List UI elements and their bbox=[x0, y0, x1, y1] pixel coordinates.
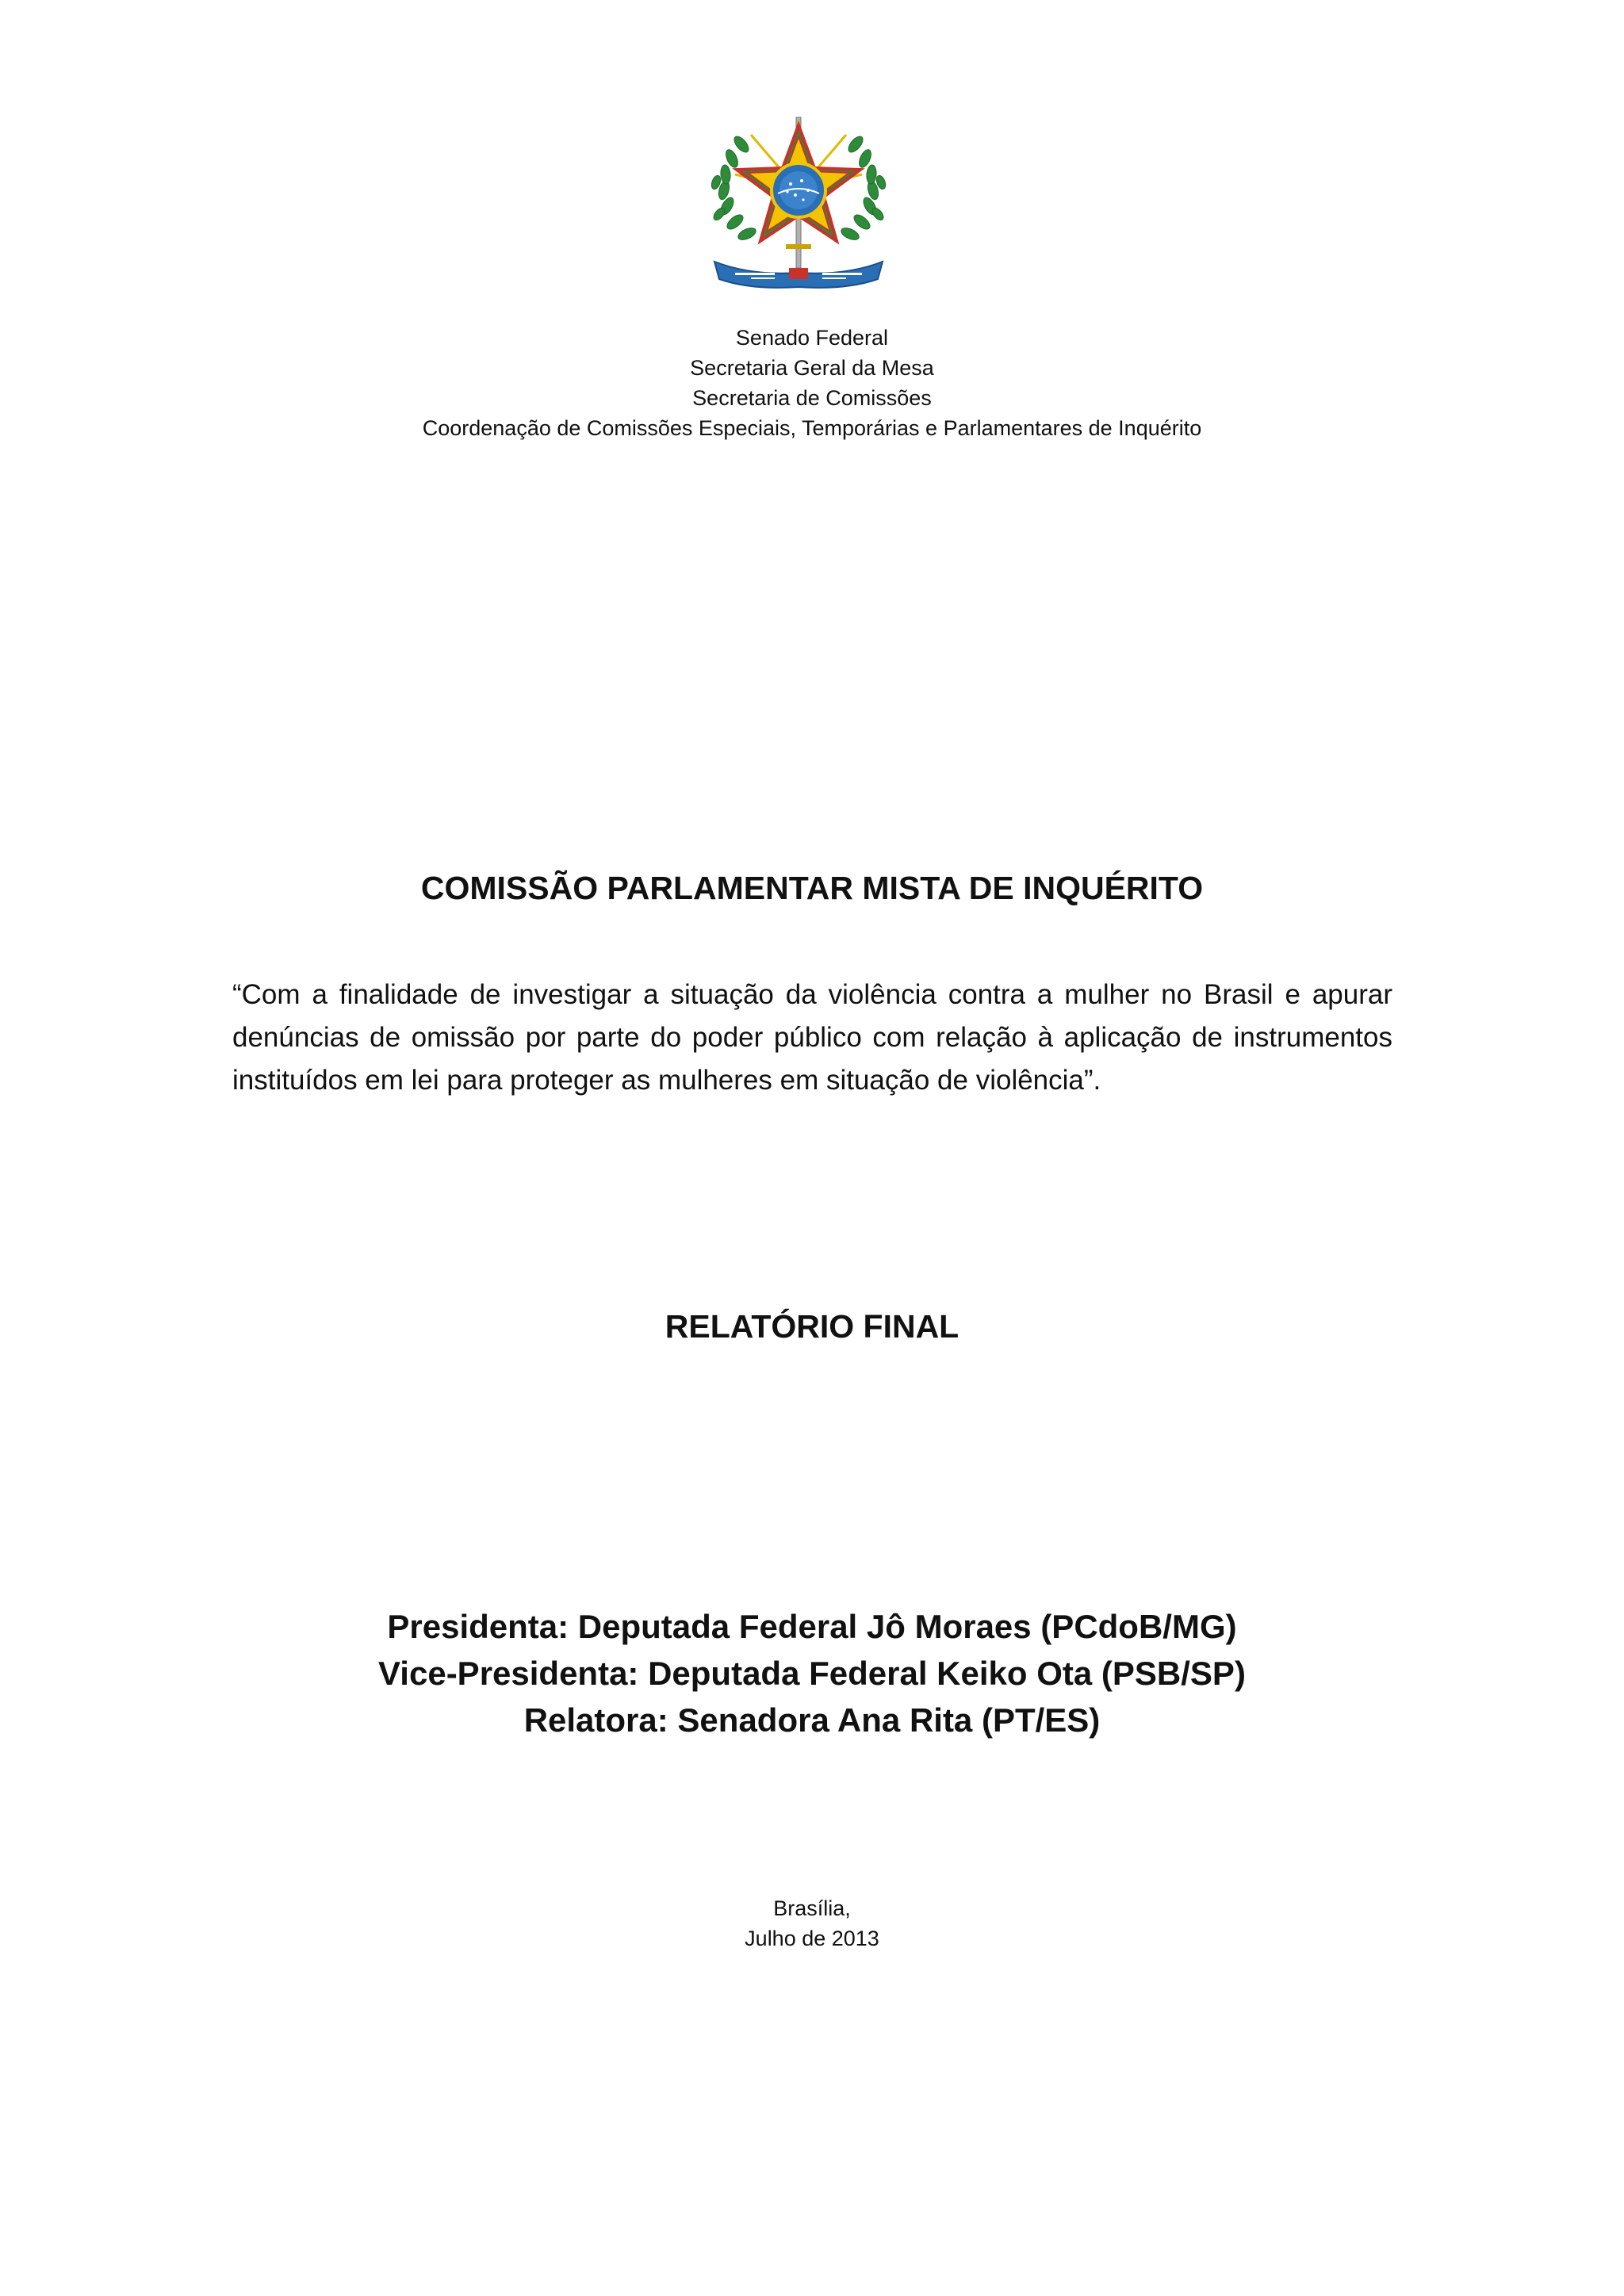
header-line-secretariat: Secretaria Geral da Mesa bbox=[690, 356, 934, 380]
report-title: RELATÓRIO FINAL bbox=[665, 1308, 959, 1345]
date: Julho de 2013 bbox=[745, 1927, 879, 1950]
header-line-commissions: Secretaria de Comissões bbox=[692, 386, 932, 410]
place-date bbox=[0, 1893, 1624, 1954]
brazil-coat-of-arms-icon bbox=[703, 111, 894, 295]
members-block bbox=[0, 1603, 1624, 1743]
header-line-coordination: Coordenação de Comissões Especiais, Temporárias e Parlamentares de Inquérito bbox=[422, 416, 1202, 440]
commission-title: COMISSÃO PARLAMENTAR MISTA DE INQUÉRITO bbox=[420, 870, 1204, 906]
header-line-senate: Senado Federal bbox=[735, 326, 889, 350]
member-rapporteur: Relatora: Senadora Ana Rita (PT/ES) bbox=[523, 1701, 1101, 1739]
member-president: Presidenta: Deputada Federal Jô Moraes (PCdoB/MG) bbox=[387, 1608, 1237, 1645]
place: Brasília, bbox=[773, 1896, 851, 1920]
commission-purpose: “Com a finalidade de investigar a situação da violência contra a mulher no Brasil e apurar denúncias de omissão por parte do poder público com relação à aplicação de instrumentos instituídos em lei para proteger as mulheres em situação de violência”. bbox=[232, 979, 1392, 1096]
member-vice-president: Vice-Presidenta: Deputada Federal Keiko Ota (PSB/SP) bbox=[378, 1655, 1246, 1692]
institution-header bbox=[0, 323, 1624, 443]
